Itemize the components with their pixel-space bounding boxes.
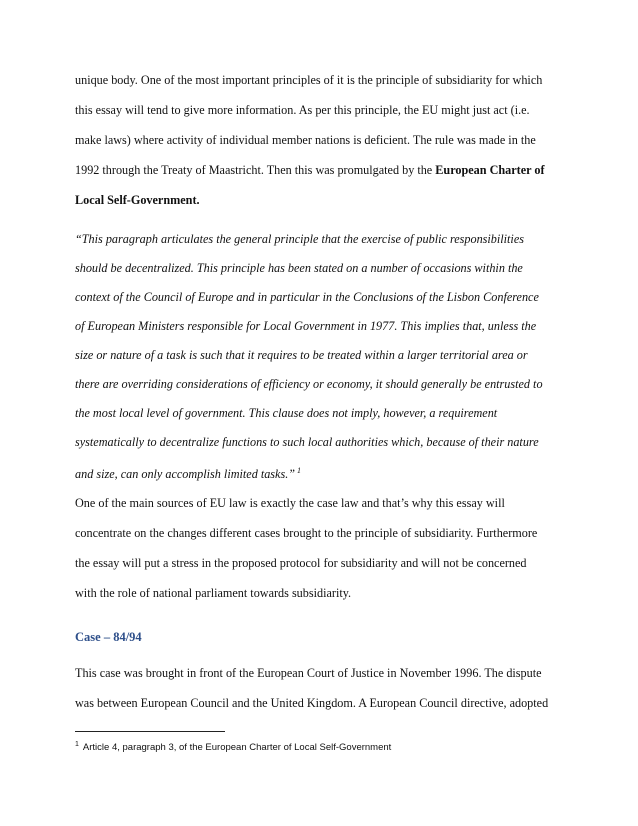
intro-line-2: this essay will tend to give more information. As per this principle, the EU might just act (i.e. <box>75 103 530 117</box>
footnote-text: Article 4, paragraph 3, of the European Charter of Local Self-Government <box>82 742 392 754</box>
intro-line-3: make laws) where activity of individual member nations is deficient. The rule was made in the <box>75 133 536 147</box>
quote-line-7: the most local level of government. This clause does not imply, however, a requirement <box>75 406 498 420</box>
para2-line-4: with the role of national parliament towards subsidiarity. <box>75 586 352 600</box>
quote-line-6: there are overriding considerations of efficiency or economy, it should generally be entrusted to <box>75 377 543 391</box>
intro-line-4 <box>75 163 545 177</box>
quote-line-2: should be decentralized. This principle has been stated on a number of occasions within the <box>75 261 523 275</box>
quote-line-1: “This paragraph articulates the general principle that the exercise of public responsibilities <box>75 232 524 246</box>
intro-line-1: unique body. One of the most important principles of it is the principle of subsidiarity for which <box>75 73 543 87</box>
footnote-reference[interactable]: 1 <box>297 466 302 475</box>
para2-line-1: One of the main sources of EU law is exactly the case law and that’s why this essay will <box>75 496 505 510</box>
para3-line-1: This case was brought in front of the European Court of Justice in November 1996. The dispute <box>75 666 542 680</box>
footnote-divider <box>75 731 225 732</box>
quote-line-9-text: and size, can only accomplish limited tasks.” <box>75 467 296 482</box>
footnote <box>75 741 391 753</box>
quote-line-4: of European Ministers responsible for Local Government in 1977. This implies that, unless the <box>75 319 537 333</box>
case-heading: Case – 84/94 <box>75 630 142 644</box>
quote-line-8: systematically to decentralize functions to such local authorities which, because of their nature <box>75 435 539 449</box>
intro-line-4-text: 1992 through the Treaty of Maastricht. Then this was promulgated by the <box>75 163 436 177</box>
charter-title-bold-cont: Local Self-Government. <box>75 193 200 207</box>
charter-title-bold: European Charter of <box>435 163 545 177</box>
quote-line-3: context of the Council of Europe and in particular in the Conclusions of the Lisbon Conference <box>75 290 539 304</box>
quote-line-9 <box>75 464 301 481</box>
para2-line-2: concentrate on the changes different cases brought to the principle of subsidiarity. Furthermore <box>75 526 538 540</box>
para3-line-2: was between European Council and the United Kingdom. A European Council directive, adopted <box>75 696 549 710</box>
para2-line-3: the essay will put a stress in the proposed protocol for subsidiarity and will not be concerned <box>75 556 527 570</box>
quote-line-5: size or nature of a task is such that it requires to be treated within a larger territorial area or <box>75 348 528 362</box>
footnote-mark: 1 <box>75 741 79 748</box>
